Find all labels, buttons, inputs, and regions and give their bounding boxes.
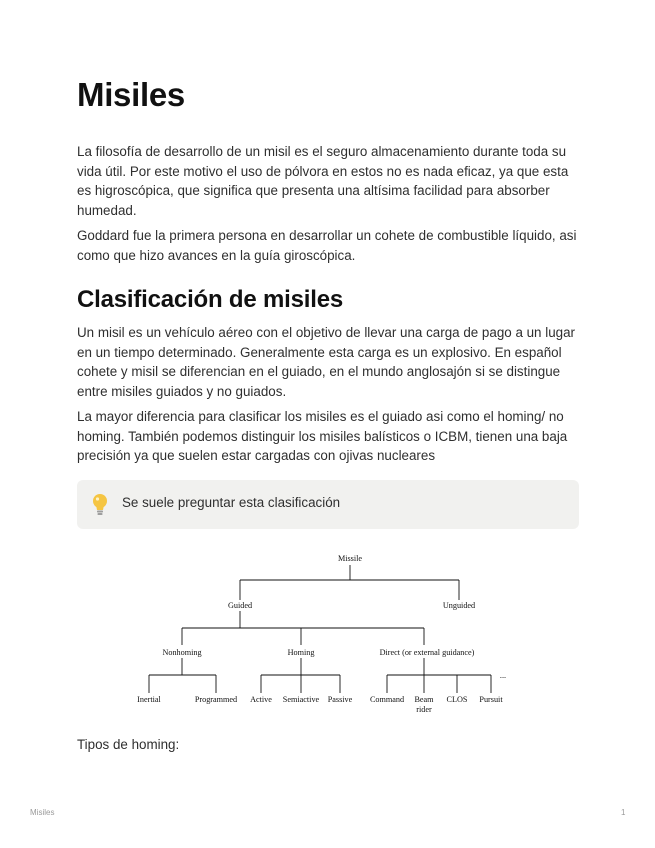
section-paragraph-2: La mayor diferencia para clasificar los misiles es el guiado asi como el homing/ no homing. También podemos distinguir los misiles balísticos o ICBM, tienen una baja precisión ya que suelen estar cargadas con ojivas nucleares xyxy=(77,409,568,463)
section-paragraph-1: Un misil es un vehículo aéreo con el objetivo de llevar una carga de pago a un lugar en un tiempo determinado. Generalmente esta carga es un explosivo. En español cohete y misil se diferencian en el guiado, en el mundo anglosajón si se distingue entre misiles guiados y no guiados. xyxy=(77,325,575,399)
node-direct: Direct (or external guidance) xyxy=(379,648,475,657)
leaf-passive: Passive xyxy=(327,695,353,704)
leaf-semiactive: Semiactive xyxy=(282,695,320,704)
homing-types-label: Tipos de homing: xyxy=(77,737,180,752)
missile-classification-diagram xyxy=(77,548,579,718)
leaf-pursuit: Pursuit xyxy=(479,695,503,704)
node-guided: Guided xyxy=(227,601,253,610)
footer-title: Misiles xyxy=(30,808,55,817)
node-unguided: Unguided xyxy=(442,601,476,610)
leaf-command: Command xyxy=(369,695,405,704)
callout-box xyxy=(77,480,579,529)
node-homing: Homing xyxy=(287,648,315,657)
intro-paragraph-2: Goddard fue la primera persona en desarrollar un cohete de combustible líquido, asi como que hizo avances en la guía giroscópica. xyxy=(77,228,577,263)
leaf-inertial: Inertial xyxy=(137,695,161,704)
callout-text: Se suele preguntar esta clasificación xyxy=(122,495,341,510)
leaf-clos: CLOS xyxy=(446,695,468,704)
section-heading: Clasificación de misiles xyxy=(77,286,343,313)
node-nonhoming: Nonhoming xyxy=(162,648,202,657)
ellipsis: ... xyxy=(499,671,507,680)
leaf-beam-rider: rider xyxy=(416,705,432,714)
page-number: 1 xyxy=(621,808,626,817)
leaf-active: Active xyxy=(250,695,272,704)
leaf-programmed: Programmed xyxy=(194,695,238,704)
page-title: Misiles xyxy=(77,76,185,113)
node-root: Missile xyxy=(337,554,363,563)
leaf-beam: Beam xyxy=(414,695,434,704)
lightbulb-icon xyxy=(91,492,109,518)
intro-paragraph-1: La filosofía de desarrollo de un misil es el seguro almacenamiento durante toda su vida útil. Por este motivo el uso de pólvora en estos no es nada eficaz, ya que esta es higroscópica, que significa que presenta una altísima facilidad para absorber humedad. xyxy=(77,144,569,218)
diagram-connectors xyxy=(149,565,491,693)
